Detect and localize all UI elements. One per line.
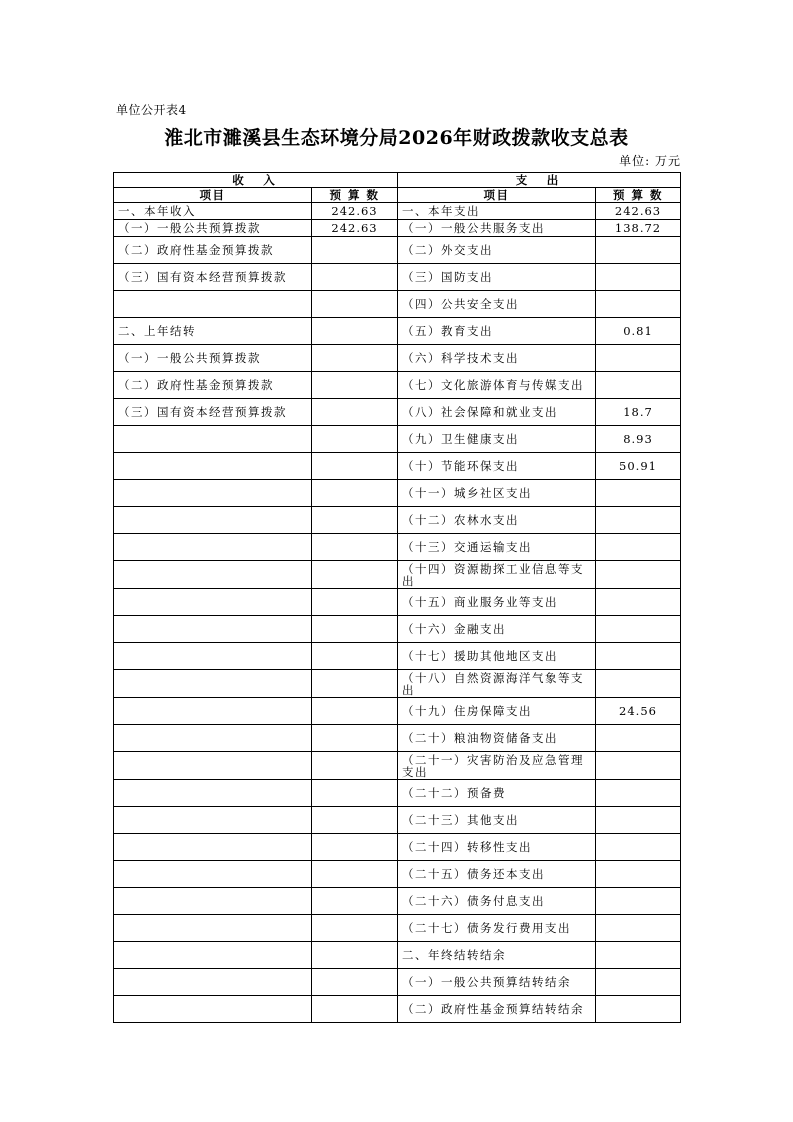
expense-budget-cell (596, 291, 681, 318)
expense-section-header: 支 出 (398, 173, 681, 188)
expense-budget-cell (596, 752, 681, 780)
expense-budget-cell (596, 780, 681, 807)
table-row (114, 399, 681, 426)
income-budget-cell (312, 426, 398, 453)
income-item-cell (114, 698, 312, 725)
expense-item-cell: （十六）金融支出 (398, 616, 596, 643)
expense-item-header: 项目 (398, 188, 596, 203)
page-title: 淮北市濉溪县生态环境分局2026年财政拨款收支总表 (164, 127, 629, 149)
expense-item-cell: （三）国防支出 (398, 264, 596, 291)
expense-item-cell: （六）科学技术支出 (398, 345, 596, 372)
income-budget-cell (312, 643, 398, 670)
expense-budget-cell (596, 589, 681, 616)
budget-table (113, 172, 681, 1023)
table-row (114, 237, 681, 264)
expense-budget-cell: 0.81 (596, 318, 681, 345)
income-budget-cell (312, 345, 398, 372)
expense-item-cell: （十五）商业服务业等支出 (398, 589, 596, 616)
income-item-cell (114, 969, 312, 996)
income-item-cell (114, 534, 312, 561)
income-item-cell (114, 834, 312, 861)
unit-label: 单位: 万元 (619, 154, 681, 168)
income-section-header: 收 入 (114, 173, 398, 188)
expense-item-cell: （二）外交支出 (398, 237, 596, 264)
expense-item-cell: （七）文化旅游体育与传媒支出 (398, 372, 596, 399)
table-row (114, 643, 681, 670)
expense-item-cell: （二十四）转移性支出 (398, 834, 596, 861)
income-item-header: 项目 (114, 188, 312, 203)
expense-budget-cell (596, 861, 681, 888)
expense-budget-cell (596, 345, 681, 372)
income-budget-cell (312, 888, 398, 915)
income-budget-cell (312, 534, 398, 561)
income-item-cell: 一、本年收入 (114, 203, 312, 220)
expense-item-cell: （二十七）债务发行费用支出 (398, 915, 596, 942)
expense-budget-cell (596, 237, 681, 264)
income-budget-header: 预 算 数 (312, 188, 398, 203)
income-item-cell: （二）政府性基金预算拨款 (114, 372, 312, 399)
section-header-row (114, 173, 681, 188)
expense-budget-cell (596, 534, 681, 561)
income-budget-cell (312, 237, 398, 264)
income-budget-cell (312, 372, 398, 399)
income-item-cell (114, 942, 312, 969)
table-body (114, 203, 681, 1023)
table-row (114, 291, 681, 318)
expense-budget-cell (596, 942, 681, 969)
table-row (114, 318, 681, 345)
income-budget-cell (312, 291, 398, 318)
income-budget-cell (312, 752, 398, 780)
table-row (114, 780, 681, 807)
expense-budget-cell (596, 643, 681, 670)
expense-budget-cell: 24.56 (596, 698, 681, 725)
income-budget-cell (312, 480, 398, 507)
expense-item-cell: （二）政府性基金预算结转结余 (398, 996, 596, 1023)
expense-item-cell: （五）教育支出 (398, 318, 596, 345)
expense-item-cell: 二、年终结转结余 (398, 942, 596, 969)
expense-item-cell: （十三）交通运输支出 (398, 534, 596, 561)
table-row (114, 861, 681, 888)
expense-item-cell: （九）卫生健康支出 (398, 426, 596, 453)
expense-budget-cell (596, 888, 681, 915)
expense-item-cell: （十）节能环保支出 (398, 453, 596, 480)
income-budget-cell (312, 589, 398, 616)
expense-item-cell: （十二）农林水支出 (398, 507, 596, 534)
income-item-cell (114, 589, 312, 616)
table-row (114, 834, 681, 861)
table-row (114, 942, 681, 969)
expense-budget-cell (596, 807, 681, 834)
table-row (114, 426, 681, 453)
income-budget-cell (312, 561, 398, 589)
income-item-cell (114, 861, 312, 888)
income-budget-cell (312, 996, 398, 1023)
income-budget-cell: 242.63 (312, 203, 398, 220)
income-budget-cell (312, 915, 398, 942)
expense-item-cell: （四）公共安全支出 (398, 291, 596, 318)
expense-item-cell: （二十二）预备费 (398, 780, 596, 807)
expense-budget-header: 预 算 数 (596, 188, 681, 203)
table-row (114, 264, 681, 291)
income-item-cell (114, 725, 312, 752)
expense-budget-cell: 8.93 (596, 426, 681, 453)
expense-item-cell: （二十六）债务付息支出 (398, 888, 596, 915)
income-item-cell (114, 426, 312, 453)
expense-item-cell: （二十三）其他支出 (398, 807, 596, 834)
income-budget-cell (312, 942, 398, 969)
expense-budget-cell (596, 834, 681, 861)
table-number-label: 单位公开表4 (116, 103, 187, 117)
table-row (114, 752, 681, 780)
expense-item-cell: （二十）粮油物资储备支出 (398, 725, 596, 752)
income-budget-cell (312, 318, 398, 345)
table-row (114, 996, 681, 1023)
expense-item-cell: （一）一般公共预算结转结余 (398, 969, 596, 996)
expense-item-cell: （十八）自然资源海洋气象等支出 (398, 670, 596, 698)
income-budget-cell (312, 264, 398, 291)
expense-budget-cell (596, 969, 681, 996)
income-budget-cell (312, 969, 398, 996)
table-row (114, 698, 681, 725)
table-row (114, 888, 681, 915)
table-row (114, 589, 681, 616)
income-item-cell: （一）一般公共预算拨款 (114, 345, 312, 372)
income-item-cell (114, 291, 312, 318)
expense-budget-cell: 138.72 (596, 220, 681, 237)
expense-item-cell: （二十五）债务还本支出 (398, 861, 596, 888)
income-item-cell: 二、上年结转 (114, 318, 312, 345)
expense-item-cell: （十四）资源勘探工业信息等支出 (398, 561, 596, 589)
expense-budget-cell (596, 480, 681, 507)
expense-budget-cell (596, 372, 681, 399)
expense-budget-cell (596, 915, 681, 942)
table-row (114, 507, 681, 534)
expense-item-cell: （十九）住房保障支出 (398, 698, 596, 725)
expense-item-cell: （二十一）灾害防治及应急管理支出 (398, 752, 596, 780)
income-budget-cell (312, 861, 398, 888)
expense-budget-cell (596, 996, 681, 1023)
table-row (114, 915, 681, 942)
expense-budget-cell: 242.63 (596, 203, 681, 220)
table-row (114, 345, 681, 372)
table-row (114, 453, 681, 480)
income-budget-cell (312, 698, 398, 725)
table-row (114, 725, 681, 752)
expense-budget-cell (596, 670, 681, 698)
income-item-cell (114, 616, 312, 643)
table-row (114, 220, 681, 237)
income-budget-cell (312, 616, 398, 643)
income-item-cell (114, 807, 312, 834)
income-budget-cell (312, 725, 398, 752)
table-row (114, 203, 681, 220)
expense-budget-cell: 50.91 (596, 453, 681, 480)
income-item-cell (114, 453, 312, 480)
income-item-cell (114, 752, 312, 780)
table-row (114, 616, 681, 643)
income-budget-cell (312, 670, 398, 698)
table-row (114, 807, 681, 834)
income-item-cell (114, 480, 312, 507)
income-budget-cell (312, 399, 398, 426)
expense-budget-cell: 18.7 (596, 399, 681, 426)
income-item-cell (114, 561, 312, 589)
table-row (114, 480, 681, 507)
income-item-cell (114, 643, 312, 670)
income-item-cell (114, 888, 312, 915)
income-item-cell (114, 507, 312, 534)
income-budget-cell (312, 507, 398, 534)
expense-budget-cell (596, 561, 681, 589)
income-budget-cell: 242.63 (312, 220, 398, 237)
expense-item-cell: （八）社会保障和就业支出 (398, 399, 596, 426)
table-row (114, 670, 681, 698)
expense-item-cell: （一）一般公共服务支出 (398, 220, 596, 237)
income-budget-cell (312, 780, 398, 807)
column-header-row (114, 188, 681, 203)
income-item-cell: （一）一般公共预算拨款 (114, 220, 312, 237)
income-budget-cell (312, 453, 398, 480)
expense-item-cell: （十一）城乡社区支出 (398, 480, 596, 507)
table-row (114, 534, 681, 561)
income-item-cell: （二）政府性基金预算拨款 (114, 237, 312, 264)
income-item-cell (114, 780, 312, 807)
income-item-cell (114, 915, 312, 942)
income-item-cell (114, 996, 312, 1023)
expense-item-cell: 一、本年支出 (398, 203, 596, 220)
income-budget-cell (312, 807, 398, 834)
expense-budget-cell (596, 616, 681, 643)
income-item-cell: （三）国有资本经营预算拨款 (114, 399, 312, 426)
expense-budget-cell (596, 507, 681, 534)
income-budget-cell (312, 834, 398, 861)
expense-item-cell: （十七）援助其他地区支出 (398, 643, 596, 670)
table-row (114, 372, 681, 399)
income-item-cell: （三）国有资本经营预算拨款 (114, 264, 312, 291)
table-row (114, 969, 681, 996)
expense-budget-cell (596, 725, 681, 752)
income-item-cell (114, 670, 312, 698)
expense-budget-cell (596, 264, 681, 291)
table-row (114, 561, 681, 589)
